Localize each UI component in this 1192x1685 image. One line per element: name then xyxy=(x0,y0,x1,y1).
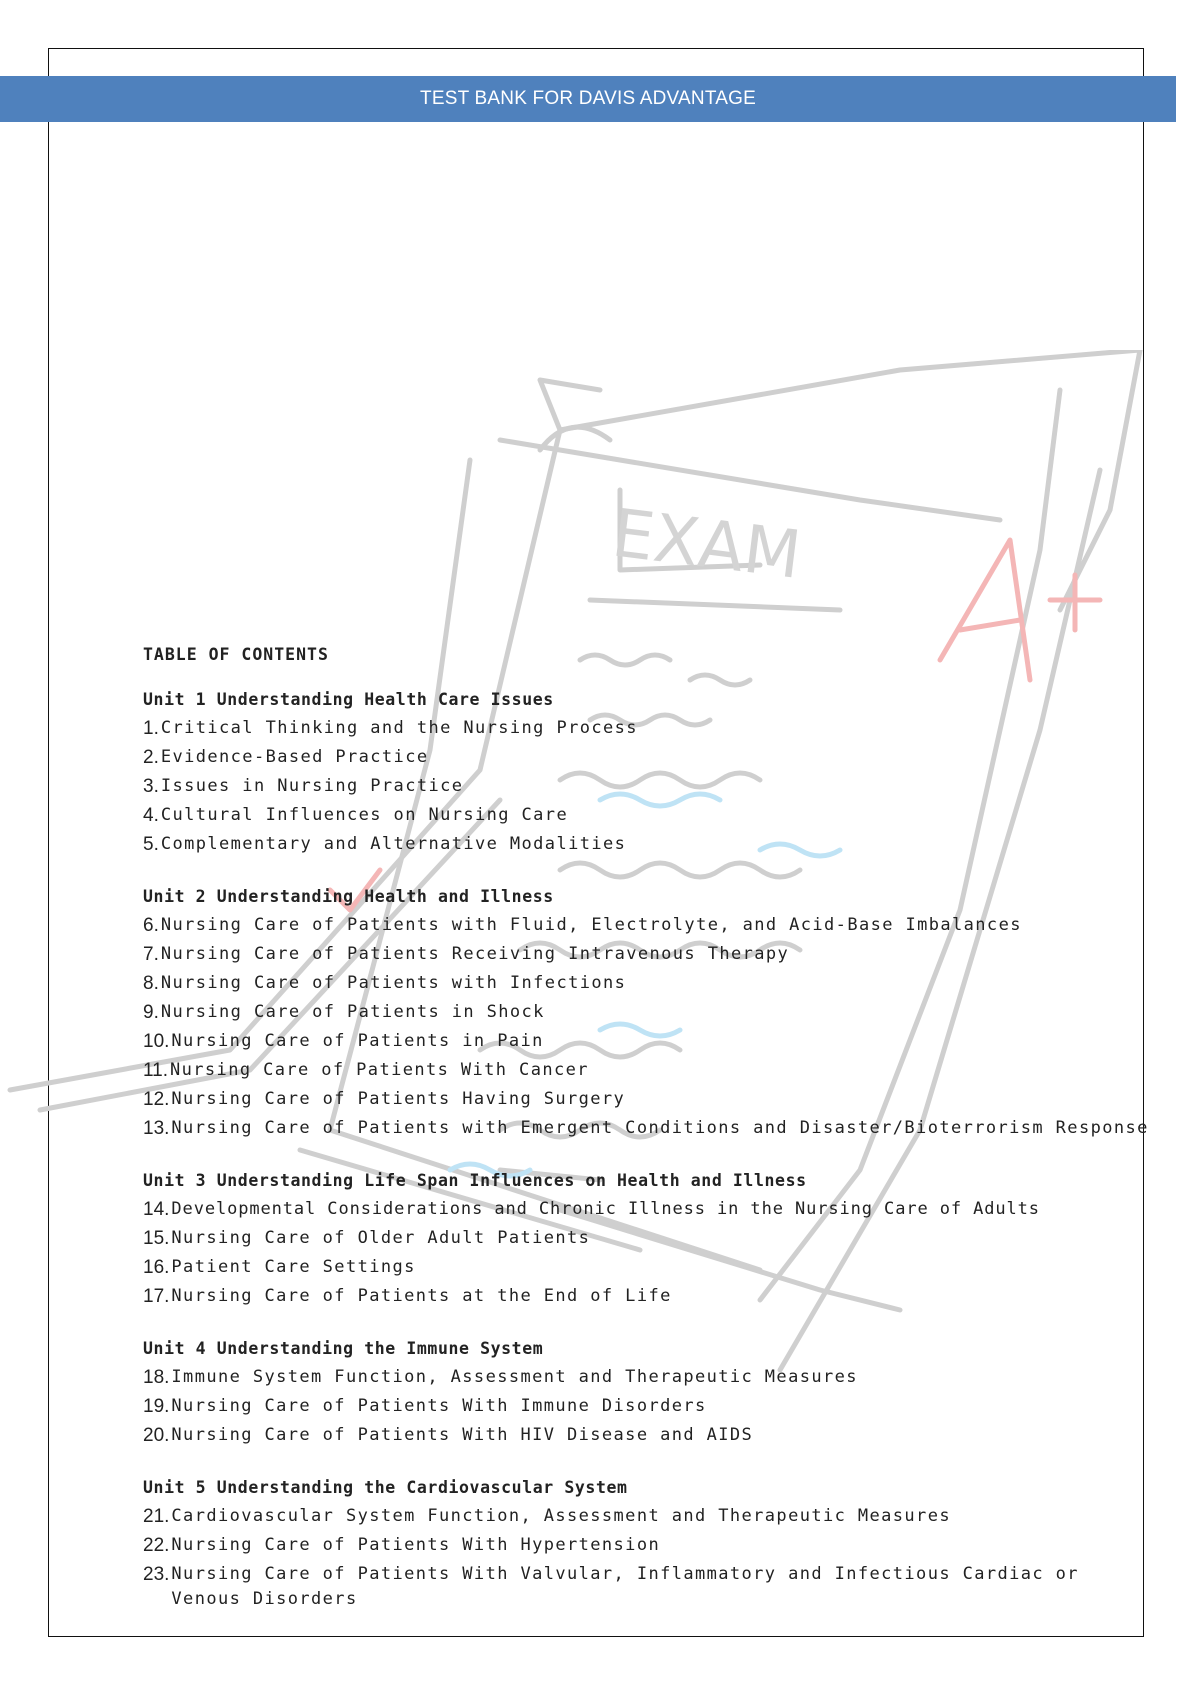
chapter-entry xyxy=(143,1363,1153,1392)
chapter-number: 23. xyxy=(143,1564,170,1585)
chapter-title: Evidence-Based Practice xyxy=(160,747,429,767)
chapter-number: 4. xyxy=(143,805,159,826)
chapter-entry xyxy=(143,1560,1153,1612)
chapter-title: Cardiovascular System Function, Assessment and Therapeutic Measures xyxy=(171,1506,951,1526)
chapter-entry xyxy=(143,772,1153,801)
chapter-title: Nursing Care of Patients With Hypertension xyxy=(171,1535,661,1555)
chapter-title: Nursing Care of Patients at the End of Life xyxy=(171,1286,672,1306)
toc-unit xyxy=(143,1474,1153,1612)
chapter-title: Critical Thinking and the Nursing Process xyxy=(160,718,638,738)
chapter-number: 18. xyxy=(143,1367,170,1388)
chapter-number: 12. xyxy=(143,1089,170,1110)
grade-watermark-text: A+ xyxy=(960,670,962,671)
unit-title: Unit 2 Understanding Health and Illness xyxy=(143,887,554,906)
chapter-title: Nursing Care of Patients With Immune Disorders xyxy=(171,1396,707,1416)
chapter-entry xyxy=(143,940,1153,969)
chapter-number: 17. xyxy=(143,1286,170,1307)
chapter-entry xyxy=(143,911,1153,940)
chapter-title: Nursing Care of Patients Having Surgery xyxy=(171,1089,626,1109)
toc-title: TABLE OF CONTENTS xyxy=(143,645,329,664)
chapter-title: Issues in Nursing Practice xyxy=(160,776,464,796)
unit-title: Unit 4 Understanding the Immune System xyxy=(143,1339,544,1358)
chapter-number: 16. xyxy=(143,1257,170,1278)
chapter-title: Patient Care Settings xyxy=(171,1257,416,1277)
chapter-entry xyxy=(143,1253,1153,1282)
chapter-entry xyxy=(143,714,1153,743)
chapter-number: 8. xyxy=(143,973,159,994)
chapter-number: 2. xyxy=(143,747,159,768)
chapter-number: 13. xyxy=(143,1118,170,1139)
chapter-title: Nursing Care of Older Adult Patients xyxy=(171,1228,591,1248)
chapter-title: Nursing Care of Patients with Infections xyxy=(160,973,627,993)
chapter-title: Nursing Care of Patients with Fluid, Electrolyte, and Acid-Base Imbalances xyxy=(160,915,1022,935)
chapter-entry xyxy=(143,1282,1153,1311)
chapter-entry xyxy=(143,1085,1153,1114)
chapter-number: 20. xyxy=(143,1425,170,1446)
chapter-entry xyxy=(143,1421,1153,1450)
chapter-entry xyxy=(143,1114,1153,1143)
unit-title: Unit 5 Understanding the Cardiovascular System xyxy=(143,1478,628,1497)
chapter-title: Nursing Care of Patients With HIV Disease and AIDS xyxy=(171,1425,754,1445)
chapter-number: 15. xyxy=(143,1228,170,1249)
chapter-entry xyxy=(143,801,1153,830)
unit-title: Unit 1 Understanding Health Care Issues xyxy=(143,690,554,709)
chapter-entry xyxy=(143,1195,1153,1224)
chapter-number: 21. xyxy=(143,1506,170,1527)
chapter-number: 22. xyxy=(143,1535,170,1556)
chapter-title: Nursing Care of Patients in Shock xyxy=(160,1002,545,1022)
chapter-number: 9. xyxy=(143,1002,159,1023)
chapter-number: 11. xyxy=(143,1060,169,1081)
chapter-number: 7. xyxy=(143,944,159,965)
chapter-entry xyxy=(143,998,1153,1027)
chapter-entry xyxy=(143,1531,1153,1560)
chapter-entry xyxy=(143,969,1153,998)
chapter-entry xyxy=(143,1224,1153,1253)
chapter-title: Developmental Considerations and Chronic Illness in the Nursing Care of Adults xyxy=(171,1199,1040,1219)
exam-watermark-text: EXAM xyxy=(608,494,806,594)
toc-unit xyxy=(143,1335,1153,1450)
chapter-entry xyxy=(143,743,1153,772)
chapter-number: 3. xyxy=(143,776,159,797)
toc-unit xyxy=(143,883,1153,1143)
chapter-number: 14. xyxy=(143,1199,170,1220)
chapter-title: Cultural Influences on Nursing Care xyxy=(160,805,569,825)
unit-title: Unit 3 Understanding Life Span Influences on Health and Illness xyxy=(143,1171,807,1190)
toc-unit xyxy=(143,686,1153,859)
chapter-entry xyxy=(143,1027,1153,1056)
table-of-contents xyxy=(143,645,1153,1636)
chapter-title: Nursing Care of Patients with Emergent Conditions and Disaster/Bioterrorism Response xyxy=(171,1118,1149,1138)
chapter-entry xyxy=(143,1502,1153,1531)
chapter-number: 6. xyxy=(143,915,159,936)
chapter-title: Complementary and Alternative Modalities xyxy=(160,834,627,854)
chapter-title: Nursing Care of Patients in Pain xyxy=(171,1031,544,1051)
toc-unit xyxy=(143,1167,1153,1311)
chapter-title: Nursing Care of Patients With Cancer xyxy=(170,1060,589,1080)
chapter-title: Immune System Function, Assessment and Therapeutic Measures xyxy=(171,1367,858,1387)
chapter-entry xyxy=(143,1392,1153,1421)
chapter-number: 10. xyxy=(143,1031,170,1052)
chapter-title: Nursing Care of Patients With Valvular, Inflammatory and Infectious Cardiac or Venous Disorders xyxy=(171,1564,1079,1609)
chapter-number: 1. xyxy=(143,718,159,739)
chapter-entry xyxy=(143,830,1153,859)
chapter-entry xyxy=(143,1056,1153,1085)
header-title: TEST BANK FOR DAVIS ADVANTAGE xyxy=(420,88,756,109)
chapter-title: Nursing Care of Patients Receiving Intravenous Therapy xyxy=(160,944,790,964)
chapter-number: 19. xyxy=(143,1396,170,1417)
chapter-number: 5. xyxy=(143,834,159,855)
header-banner xyxy=(0,76,1176,122)
